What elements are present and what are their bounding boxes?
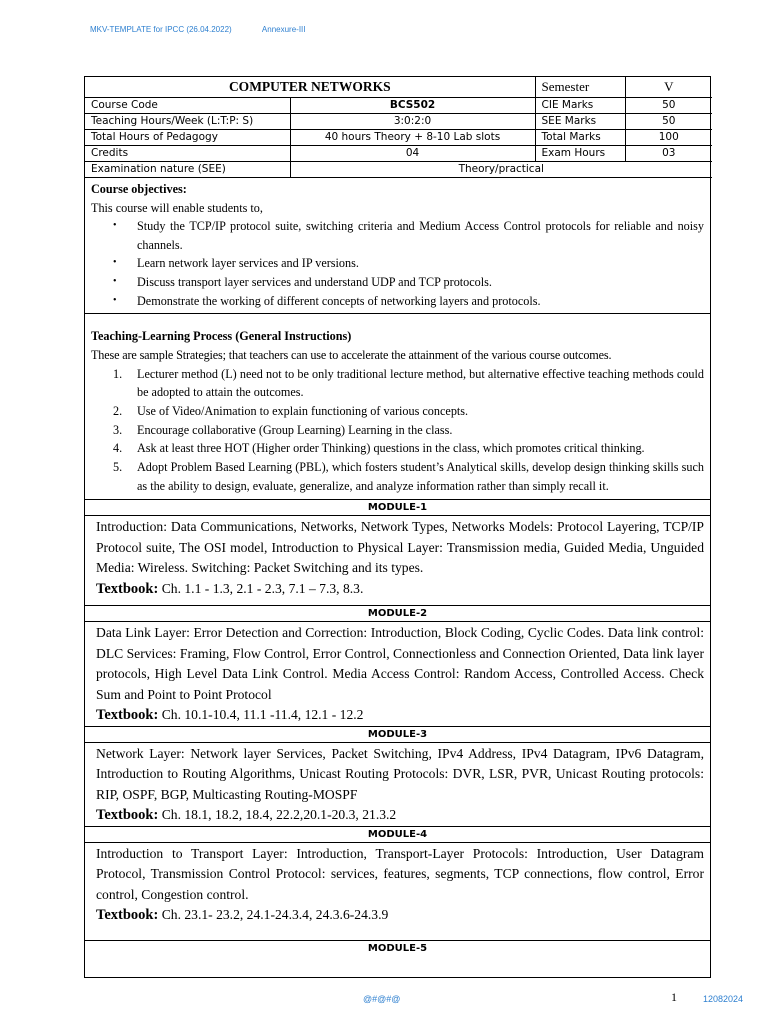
objective-item: • Study the TCP/IP protocol suite, switching criteria and Medium Access Control protocols for reliable and noisy channels. <box>113 219 704 252</box>
textbook-label: Textbook: <box>96 580 159 597</box>
bullet-icon: • <box>113 220 117 232</box>
teaching-hours-value: 3:0:2:0 <box>290 114 535 130</box>
see-marks-value: 50 <box>625 114 712 130</box>
tlp-list <box>91 365 704 496</box>
total-marks-value: 100 <box>625 130 712 146</box>
cie-marks-value: 50 <box>625 98 712 114</box>
textbook-refs: Ch. 23.1- 23.2, 24.1-24.3.4, 24.3.6-24.3.9 <box>158 907 389 923</box>
textbook-refs: Ch. 18.1, 18.2, 18.4, 22.2,20.1-20.3, 21.3.2 <box>158 807 397 823</box>
bullet-icon: • <box>113 257 117 269</box>
textbook-label: Textbook: <box>96 807 159 824</box>
objective-item: • Learn network layer services and IP versions. <box>91 254 704 273</box>
page-number: 1 <box>671 990 677 1004</box>
footer-code: 12082024 <box>703 994 744 1004</box>
tlp-heading: Teaching-Learning Process (General Instructions) <box>91 329 352 344</box>
module-3-content: Network Layer: Network layer Services, Packet Switching, IPv4 Address, IPv4 Datagram, IPv6 Datagram, Introduction to Routing Algorithms, Unicast Routing Protocols: DVR, LSR, PVR, Unicast Routing protocols: RIP, OSPF, BGP, Multicasting Routing-MOSPF Textbook: Ch. 18.1, 18.2, 18.4, 22.2,20.1-20.3, 21.3.2 <box>85 743 710 827</box>
annexure-label: Annexure-III <box>261 25 306 34</box>
objectives-intro: This course will enable students to, <box>91 200 263 215</box>
module-3-heading: MODULE-3 <box>85 727 710 743</box>
module-2-heading: MODULE-2 <box>85 606 710 622</box>
tlp-item: 3. Encourage collaborative (Group Learning) Learning in the class. <box>113 422 453 437</box>
exam-hours-label: Exam Hours <box>535 146 625 162</box>
pedagogy-label: Total Hours of Pedagogy <box>85 130 290 146</box>
template-label: MKV-TEMPLATE for IPCC (26.04.2022) <box>90 25 232 34</box>
objective-item: • Demonstrate the working of different concepts of networking layers and protocols. <box>91 292 704 311</box>
credits-row <box>85 146 712 162</box>
bullet-icon: • <box>113 294 117 306</box>
objectives-list <box>91 217 704 310</box>
page-header <box>90 25 306 34</box>
textbook-label: Textbook: <box>96 707 159 724</box>
module-1-heading: MODULE-1 <box>85 500 710 516</box>
teaching-hours-row <box>85 114 712 130</box>
module-1-content: Introduction: Data Communications, Networks, Network Types, Networks Models: Protocol Layering, TCP/IP Protocol suite, The OSI model, Introduction to Physical Layer: Transmission media, Guided Media, Unguided Media: Wireless. Switching: Packet Switching and its types. Textbook: Ch. 1.1 - 1.3, 2.1 - 2.3, 7.1 – 7.3, 8.3. <box>85 516 710 606</box>
tlp-item: 2. Use of Video/Animation to explain functioning of various concepts. <box>113 403 469 418</box>
course-code-label: Course Code <box>85 98 290 114</box>
module-4-heading: MODULE-4 <box>85 827 710 843</box>
exam-nature-value: Theory/practical <box>290 162 712 178</box>
textbook-refs: Ch. 1.1 - 1.3, 2.1 - 2.3, 7.1 – 7.3, 8.3. <box>158 580 364 596</box>
credits-label: Credits <box>85 146 290 162</box>
pedagogy-row <box>85 130 712 146</box>
module-4-content: Introduction to Transport Layer: Introduction, Transport-Layer Protocols: Introduction, User Datagram Protocol, Transmission Control Protocol: services, features, segments, TCP connections, flow control, Error control, Congestion control. Textbook: Ch. 23.1- 23.2, 24.1-24.3.4, 24.3.6-24.3.9 <box>85 843 710 941</box>
objectives-heading: Course objectives: <box>91 182 187 196</box>
credits-value: 04 <box>290 146 535 162</box>
course-code-value: BCS502 <box>290 98 535 114</box>
bullet-icon: • <box>113 275 117 287</box>
footer-mark: @#@#@ <box>363 994 401 1004</box>
objective-item: • Discuss transport layer services and understand UDP and TCP protocols. <box>91 273 704 292</box>
semester-label: Semester <box>535 77 625 98</box>
semester-value: V <box>625 77 712 98</box>
tlp-item: 4. Ask at least three HOT (Higher order Thinking) questions in the class, which promotes critical thinking. <box>113 441 645 456</box>
syllabus-frame <box>84 76 711 978</box>
teaching-hours-label: Teaching Hours/Week (L:T:P: S) <box>85 114 290 130</box>
course-title-row <box>85 77 712 98</box>
teaching-learning-section <box>85 314 710 500</box>
tlp-item: 1. Lecturer method (L) need not to be only traditional lecture method, but alternative effective teaching methods could be adopted to attain the outcomes. <box>113 366 704 400</box>
cie-marks-label: CIE Marks <box>535 98 625 114</box>
tlp-item: 5. Adopt Problem Based Learning (PBL), which fosters student’s Analytical skills, develop design thinking skills such as the ability to design, evaluate, generalize, and analyze information rather than simply recall it. <box>113 460 704 493</box>
course-code-row <box>85 98 712 114</box>
textbook-refs: Ch. 10.1-10.4, 11.1 -11.4, 12.1 - 12.2 <box>158 707 364 723</box>
pedagogy-value: 40 hours Theory + 8-10 Lab slots <box>290 130 535 146</box>
textbook-label: Textbook: <box>96 907 159 924</box>
exam-nature-row <box>85 162 712 178</box>
exam-hours-value: 03 <box>625 146 712 162</box>
course-objectives-section <box>85 178 710 314</box>
exam-nature-label: Examination nature (SEE) <box>85 162 290 178</box>
course-title: COMPUTER NETWORKS <box>85 77 535 98</box>
module-2-content: Data Link Layer: Error Detection and Correction: Introduction, Block Coding, Cyclic Codes. Data link control: DLC Services: Framing, Flow Control, Error Control, Connectionless and Connection Oriented, Data link layer protocols, High Level Data Link Control. Media Access Control: Random Access, Controlled Access. Check Sum and Point to Point Protocol Textbook: Ch. 10.1-10.4, 11.1 -11.4, 12.1 - 12.2 <box>85 622 710 727</box>
module-5-heading: MODULE-5 <box>367 942 428 954</box>
course-info-table <box>85 77 712 178</box>
tlp-intro: These are sample Strategies; that teachers can use to accelerate the attainment of the various course outcomes. <box>91 347 612 362</box>
total-marks-label: Total Marks <box>535 130 625 146</box>
see-marks-label: SEE Marks <box>535 114 625 130</box>
